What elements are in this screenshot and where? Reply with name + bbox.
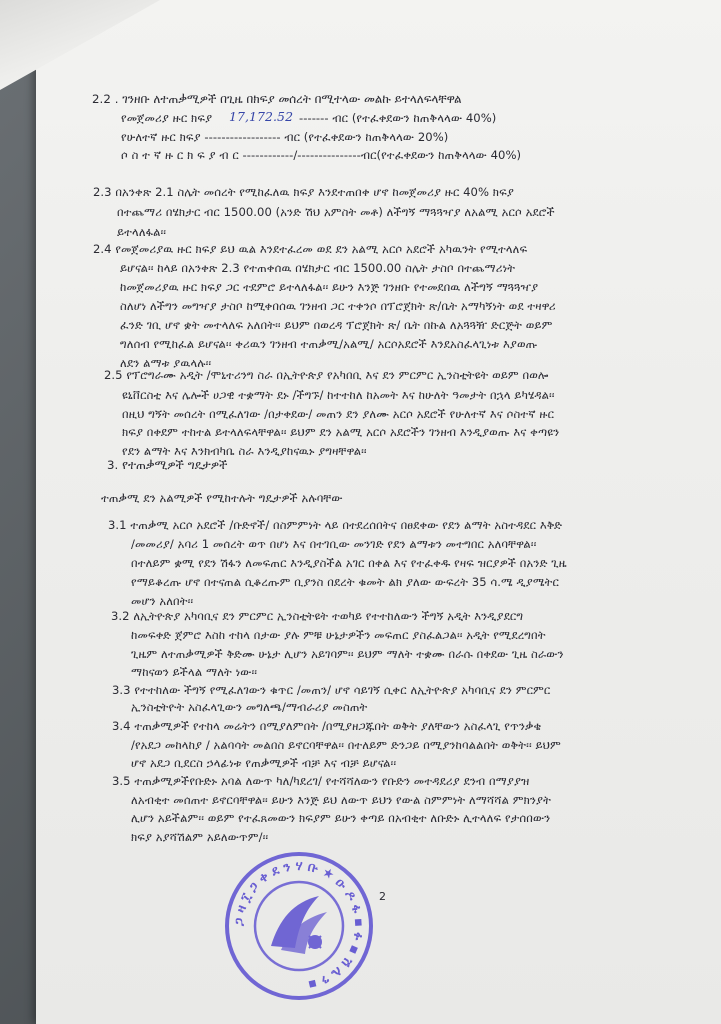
section-2-4-line-3: ከመጀመሪያዉ ዙር ክፍያ ጋር ተደምሮ ይተላለፋል፡፡ ይሁን እንጅ ገንዘቡ የተመደበዉ ለችግኝ ማጓጓዣያ [120, 280, 539, 294]
section-3-1-line-3: በተለይም ቋሚ የደን ሽፋን ለመፍጠር እንዲያስችል አገር በቀል እና የተፈቀዱ የዛፍ ዝርያዎች በአንድ ጊዜ [131, 556, 567, 570]
section-2-4-line-7: ለደን ልማቱ ያዉላሉ፡፡ [120, 356, 212, 370]
section-3-2-line-3: ጊዜም ለተጠቃሚዎች ቅድሙ ሁኔታ ሊሆን አይገባም፡፡ ይህም ማለት ተቋሙ በራሱ በቀደው ጊዜ ስራውን [131, 647, 564, 661]
stamp-emblem [271, 896, 327, 954]
section-2-4-line-6: ግለሰብ የሚከፈል ይሆናል፡፡ ቀሪዉን ገንዘብ ተጠቃሚ/አልሚ/ አርሶአደሮች እንደአስፈላጊነቱ እያወጡ [120, 337, 538, 351]
official-stamp [223, 850, 375, 1002]
section-3-2-line-1: 3.2 ለኢትዮጵያ አካባቢና ደን ምርምር ኢንስቲትዩት ተወካይ የተተከለውን ችግኝ አዲት እንዲያደርግ [111, 609, 524, 623]
section-2-4-line-1: 2.4 የመጀመሪያዉ ዙር ክፍያ ይህ ዉል እንደተፈረመ ወደ ደን አልሚ አርሶ አደሮች አካዉንት የሚተላለፍ [93, 242, 528, 256]
section-3-5-line-2: ለአብቂተ መሰጠተ ይኖርባቸዋል፡፡ ይሁን እንጅ ይህ ለውጥ ይህን የውል ስምምነት ለማሻሻል ምክንያት [131, 793, 551, 807]
section-2-2-line-1: 2.2 . ገንዘቡ ለተጠቃሚዎች በጊዜ በክፍያ መሰረት በሚተላው መልኩ ይተላለፍላቸዋል [92, 92, 462, 106]
section-2-2-line-3: የሁለተኛ ዙር ክፍያ ------------------ ብር (የተፈቀደውን ከጠቅላላው 20%) [121, 130, 449, 144]
section-3-5-line-4: ክፍያ አያሻሽልም አይለውጥም/፡፡ [131, 830, 269, 844]
handwritten-amount: 17,172.52 [229, 109, 294, 124]
section-2-5-line-2: ዩኒቨርስቲ እና ሌሎች ሀጋዊ ተቋማት ደኑ /ችግኙ/ ከተተከለ ከአመት እና ከሁለት ዓመታት በኋላ ይካሄዳል፡፡ [122, 388, 555, 402]
stamp-ring-text: ጋ ዛ ፲ ጋ ቀ ደ ን ሃ ቡ ★ ዑ ዶ ፋ ▪ ፉ ▪ ሽ ሌ ን ▪ [231, 858, 367, 993]
section-3-heading: 3. የተጠቃሚዎች ግዴታዎች [107, 458, 228, 472]
section-3-1-line-4: የማይቆረጡ ሆኖ በተናጠል ሲቆረጡም ቢያንስ በደረት ቁመት ልክ ያለው ውፍረት 35 ሳ.ሜ ዲያሜትር [131, 575, 559, 589]
section-3-1-line-2: /መመሪያ/ አባሪ 1 መሰረት ወጥ በሆነ እና በተገቢው መንገድ የደን ልማቱን መተግበር አለባቸዋል፡፡ [131, 537, 537, 551]
section-3-3-line-2: ኢንስቲትዮት አስፈላጊውን መግለጫ/ማብራሪያ መስጠት [131, 700, 368, 714]
section-3-1-line-1: 3.1 ተጠቃሚ አርሶ አደሮች /ቡድኖች/ በስምምነት ላይ በተደረሰበትና በፀደቀው የደን ልማት አስተዳደር እቅድ [108, 518, 563, 532]
section-2-4-line-5: ፈንድ ገቢ ሆኖ ቋት መተላለፍ አለበት፡፡ ይህም በወረዳ ፕሮጀክት ጽ/ ቤት በኩል ለአጓጓዥ ድርጅት ወይም [120, 318, 553, 332]
section-2-3-line-3: ይተላለፋል፡፡ [117, 225, 167, 239]
section-2-4-line-2: ይሆናል፡፡ ከላይ በአንቀጽ 2.3 የተጠቀሰዉ በሄክታር ብር 1500.00 ስሌት ታስቦ በተጨማሪነት [120, 261, 516, 275]
section-2-4-line-4: ስለሆነ ለችግን መግዣያ ታስቦ ከሚቀበሰዉ ገንዘብ ጋር ተቀንሶ በፕሮጀክት ጽ/ቤት አማካኝነት ወደ ተዛዋሪ [120, 299, 556, 313]
section-3-4-line-3: ሆኖ አደጋ ቢደርስ ኃላፊነቱ የጠቃሚዎች ብቻ እና ብቻ ይሆናል፡፡ [131, 756, 397, 770]
section-2-5-line-5: የደን ልማት እና እንክብካቤ ስራ እንዲያከናዉኑ ያግዛቸዋል፡፡ [122, 444, 367, 458]
section-3-2-line-2: ከመፍቀድ ጀምሮ እስከ ተከላ በታው ያሉ ምቹ ሁኔታዎችን መፍጠር ያስፈልጋል፡፡ አዲት የሚደረግበት [131, 628, 546, 642]
section-2-2-line-2: የመጀመሪያ ዙር ክፍያ [121, 111, 213, 125]
section-2-3-line-2: በተጨማሪ በሄክታር ብር 1500.00 (አንድ ሽህ አምስት መቶ) ለችግኝ ማጓጓዣያ ለአልሚ አርሶ አደሮች [117, 205, 555, 219]
section-3-4-line-1: 3.4 ተጠቃሚዎች የተከላ መሬትን በሚያለምበት /በሚያዘጋጁበት ወቅት ያለቸውን አስፈላጊ የጥንቃቄ [112, 719, 542, 733]
section-3-3-line-1: 3.3 የተተከለው ችግኝ የሚፈለገውን ቁጥር /መጠን/ ሆኖ ሳይገኝ ሲቀር ለኢትዮጵያ አካባቢና ደን ምርምር [112, 683, 551, 697]
section-3-2-line-4: ማከናወን ይችላል ማለት ነው፡፡ [131, 665, 258, 679]
section-3-5-line-1: 3.5 ተጠቃሚዎችየቡድኑ አባል ለውጥ ካለ/ካደረገ/ የተሻሻለውን የቡድን መተዳደሪያ ደንብ በማያያዝ [112, 774, 530, 788]
section-3-1-line-5: መሆን አለበት፡፡ [131, 594, 194, 608]
section-2-5-line-4: ክፍያ በቀደም ተከተል ይተላለፍላቸዋል፡፡ ይህም ደን አልሚ አርሶ አደሮችን ገንዘብ እንዲያወጡ እና ቀጣዩን [122, 425, 560, 439]
section-2-5-line-1: 2.5 የፕሮግራሙ አዲት /ሞኒተሪንግ ስራ በኢትዮጵያ የአካበቢ እና ደን ምርምር ኢንስቲትዩት ወይም በወሎ [104, 368, 549, 382]
page-number: 2 [379, 890, 386, 903]
section-2-2-line-2b: ------- ብር (የተፈቀደውን ከጠቅላላው 40%) [299, 111, 497, 125]
section-2-2-line-4: ሶ ስ ተ ኛ ዙ ር ክ ፍ ያ ብ ር ------------/---------------ብር(የተፈቀደውን ከጠቅላላው 40%) [121, 148, 522, 162]
section-3-5-line-3: ሊሆን አይችልም፡፡ ወይም የተፈጸመውን ክፍያም ይሁን ቀጣይ በአብቂተ ለቡድኑ ሊተላለፍ የታሰበውን [131, 811, 551, 825]
section-2-3-line-1: 2.3 በአንቀጽ 2.1 ስሌት መሰረት የሚከፈለዉ ክፍያ እንደተጠበቀ ሆኖ ከመጀመሪያ ዙር 40% ክፍያ [93, 185, 514, 199]
section-2-5-line-3: በዚህ ግኝት መሰረት በሚፈለገው /በታቀደው/ መጠን ደን ያለሙ አርሶ አደሮች የሁለተኛ እና ሶስተኛ ዙር [122, 407, 555, 421]
section-3-intro: ተጠቃሚ ደን አልሚዎች የሚከተሉት ግዴታዎች አሉባቸው [101, 491, 343, 505]
section-3-4-line-2: /የአደጋ መከላከያ / አልባሳት መልበስ ይኖርባቸዋል፡፡ በተለይም ድንጋይ በሚያንከባልልበት ወቅት፡፡ ይህም [131, 738, 561, 752]
